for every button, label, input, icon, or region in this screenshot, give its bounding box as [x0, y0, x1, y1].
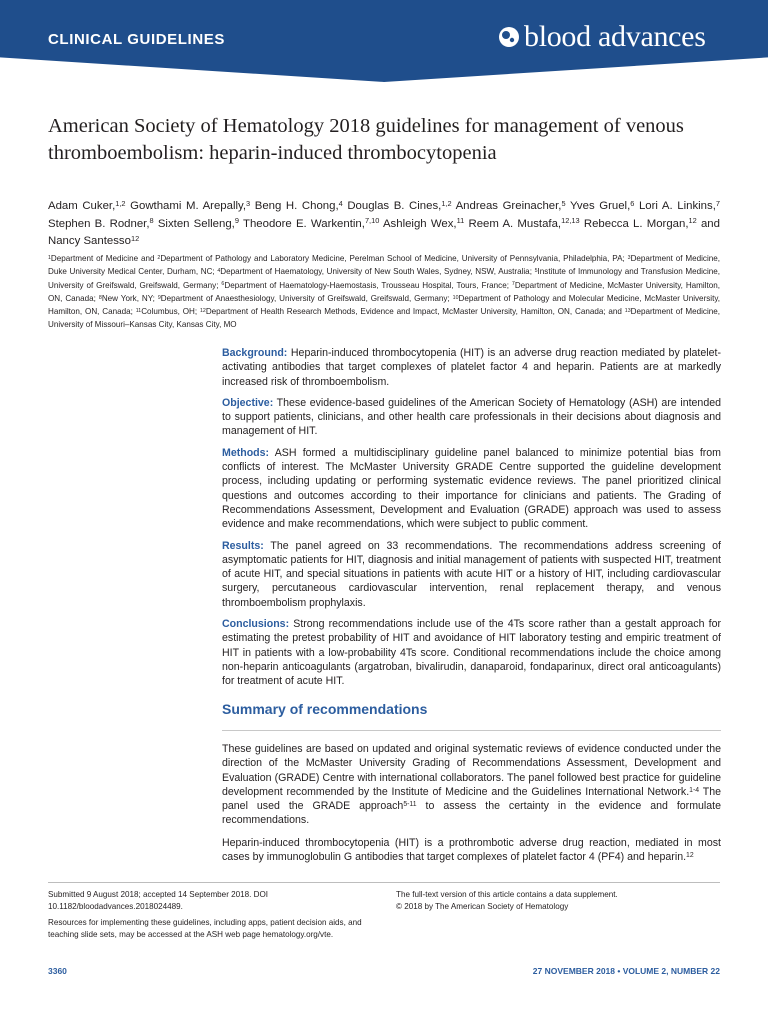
page-number: 3360: [48, 966, 67, 976]
body-paragraph: These guidelines are based on updated and original systematic reviews of evidence conducted under the direction of the McMaster University Grading of Recommendations Assessment, Development and Evaluation (GRADE) Centre with international collaborators. The panel followed best practice for guideline development recommended by the Institute of Medicine and the Guidelines International Network.$^{1-4}$ The panel used the GRADE approach$^{5-11}$ to assess the certainty in the evidence and formulate recommendations.: [222, 743, 721, 827]
author: Douglas B. Cines,$^{1,2}$: [347, 198, 452, 212]
author-list: [48, 198, 720, 251]
author: Beng H. Chong,$^4$: [254, 198, 343, 212]
author: Lori A. Linkins,$^7$: [638, 198, 720, 212]
journal-logo: [498, 20, 706, 54]
author: Gowthami M. Arepally,$^3$: [130, 198, 251, 212]
section-divider: [222, 730, 721, 731]
abstract-objective: Objective: These evidence-based guidelines of the American Society of Hematology (ASH) are intended to support patients, clinicians, and other health care professionals in their decisions about diagnosis and management of HIT.: [222, 396, 721, 438]
abstract: [222, 346, 721, 696]
submission-info: Submitted 9 August 2018; accepted 14 September 2018. DOI 10.1182/bloodadvances.2018024489.: [48, 890, 269, 912]
summary-heading: Summary of recommendations: [222, 701, 428, 717]
abstract-methods: Methods: ASH formed a multidisciplinary guideline panel balanced to minimize potential bias from conflicts of interest. The McMaster University GRADE Centre supported the guideline development process, including updating or performing systematic evidence reviews. The panel prioritized clinical questions and outcomes according to their importance for clinicians and patients. The Grading of Recommendations Assessment, Development and Evaluation (GRADE) approach was used to assess evidence and make recommendations, which were subject to public comment.: [222, 446, 722, 531]
author: Sixten Selleng,$^9$: [157, 216, 239, 230]
resources-note: Resources for implementing these guidelines, including apps, patient decision aids, and teaching slide sets, may be accessed at the ASH web page hematology.org/vte.: [48, 917, 362, 939]
journal-name: blood advances: [524, 20, 706, 53]
abstract-conclusions: Conclusions: Strong recommendations include use of the 4Ts score rather than a gestalt approach for estimating the pretest probability of HIT and avoidance of HIT laboratory testing and empiric treatment of HIT in patients with a low-probability 4Ts score. Conditional recommendations include the choice among non-heparin anticoagulants (argatroban, bivalirudin, danaparoid, fondaparinux, direct oral anticoagulants) for treatment of acute HIT.: [222, 618, 721, 688]
author: and Nancy Santesso$^{12}$: [48, 217, 720, 247]
author: Adam Cuker,$^{1,2}$: [48, 198, 126, 212]
article-title: American Society of Hematology 2018 guidelines for management of venous thromboembolism: heparin-induced thrombocytopenia: [48, 115, 684, 164]
supplement-note: The full-text version of this article contains a data supplement.: [396, 890, 618, 899]
footnote-divider: [48, 882, 720, 883]
author: Rebecca L. Morgan,$^{12}$: [583, 216, 697, 230]
author: Stephen B. Rodner,$^8$: [48, 216, 154, 230]
author: Reem A. Mustafa,$^{12,13}$: [468, 216, 580, 230]
copyright: © 2018 by The American Society of Hematology: [396, 902, 569, 912]
author: Yves Gruel,$^6$: [569, 198, 635, 212]
blood-drop-logo-icon: [498, 26, 520, 48]
author: Andreas Greinacher,$^5$: [455, 198, 566, 212]
body-text: [222, 742, 721, 872]
issue-info: 27 NOVEMBER 2018 • VOLUME 2, NUMBER 22: [532, 966, 720, 976]
author: Theodore E. Warkentin,$^{7,10}$: [242, 216, 380, 230]
affiliations: $^1$Department of Medicine and $^2$Department of Pathology and Laboratory Medicine, Perelman School of Medicine, University of Pennsylvania, Philadelphia, PA; $^3$Department of Medicine, Duke University Medical Center, Durham, NC; $^4$Department of Haematology, University of New South Wales, Sydney, NSW, Australia; $^5$Institute of Immunology and Transfusion Medicine, University of Greifswald, Greifswald, Germany; $^6$Department of Haematology-Haemostasis, Trousseau Hospital, Tours, France; $^7$Department of Medicine, McMaster University, Hamilton, ON, Canada; $^8$New York, NY; $^9$Department of Anaesthesiology, University of Greifswald, Greifswald, Germany; $^{10}$Department of Pathology and Molecular Medicine, McMaster University, Hamilton, ON, Canada; $^{11}$Columbus, OH; $^{12}$Department of Health Research Methods, Evidence and Impact, McMaster University, Hamilton, ON, Canada; and $^{13}$Department of Medicine, University of Missouri–Kansas City, Kansas City, MO: [48, 254, 721, 330]
section-label: CLINICAL GUIDELINES: [48, 31, 225, 48]
abstract-results: Results: The panel agreed on 33 recommendations. The recommendations address screening of asymptomatic patients for HIT, diagnosis and initial management of patients with suspected HIT, treatment of acute HIT, and special situations in patients with acute HIT or a history of HIT, including cardiovascular surgery, percutaneous cardiovascular intervention, renal replacement therapy, and venous thromboembolism prophylaxis.: [222, 539, 721, 609]
author: Ashleigh Wex,$^{11}$: [382, 216, 465, 230]
abstract-background: Background: Heparin-induced thrombocytopenia (HIT) is an adverse drug reaction mediated by platelet-activating antibodies that target complexes of platelet factor 4 and heparin. Patients are at markedly increased risk of thromboembolism.: [222, 347, 721, 388]
footnote-left: [48, 889, 368, 944]
footnote-right: [396, 889, 720, 914]
body-paragraph: Heparin-induced thrombocytopenia (HIT) is a prothrombotic adverse drug reaction, mediated in most cases by immunoglobulin G antibodies that target complexes of platelet factor 4 (PF4) and heparin.$^{12}$: [222, 836, 721, 864]
